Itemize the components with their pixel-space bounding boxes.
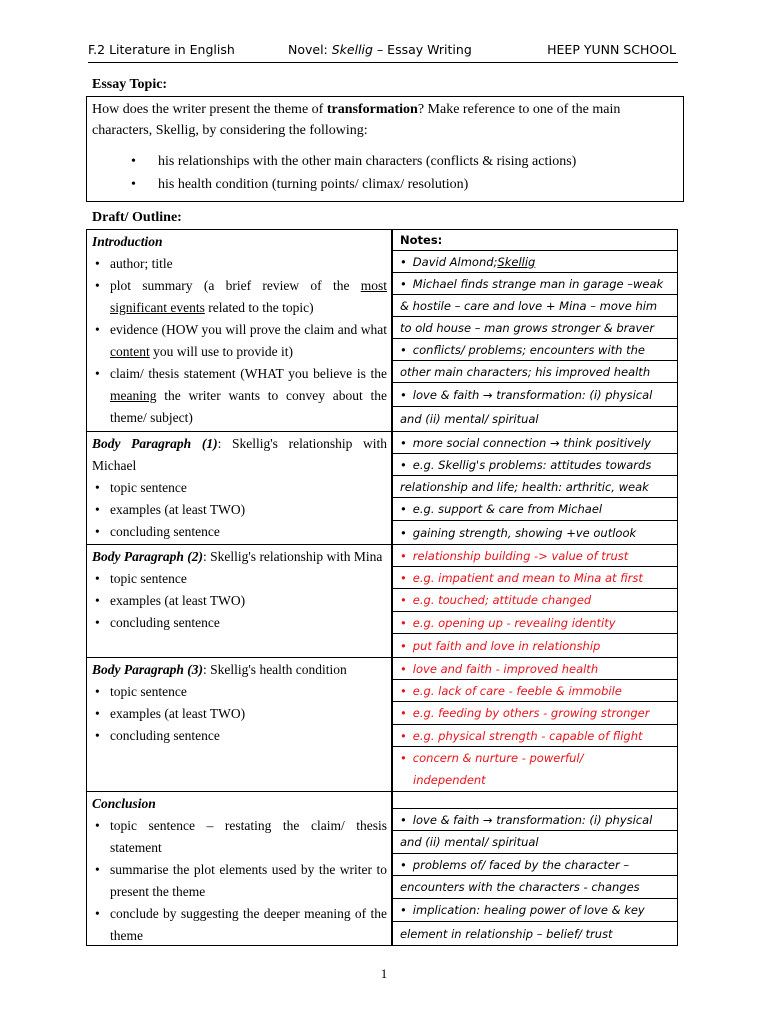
note-row-empty — [392, 791, 678, 809]
note-row: & hostile – care and love + Mina – move him — [392, 294, 678, 317]
note-row: element in relationship – belief/ trust — [392, 921, 678, 946]
body-3-list — [92, 681, 387, 747]
body-paragraph-3-cell — [86, 657, 392, 792]
note-row: • relationship building -> value of trust — [392, 544, 678, 567]
notes-header: Notes: — [392, 229, 678, 251]
note-row: • conflicts/ problems; encounters with the — [392, 338, 678, 361]
page-number: 1 — [380, 966, 388, 981]
section-heading: Body Paragraph (2): Skellig's relationship with Mina — [92, 549, 383, 564]
list-item: • concluding sentence — [110, 612, 387, 634]
list-item: • claim/ thesis statement (WHAT you believe is the meaning the writer wants to convey about the theme/ subject) — [110, 363, 387, 429]
note-row: • David Almond; Skellig — [392, 250, 678, 273]
note-row: encounters with the characters - changes — [392, 875, 678, 899]
draft-outline-label: Draft/ Outline: — [92, 210, 182, 225]
note-row: • e.g. opening up - revealing identity — [392, 611, 678, 634]
note-row: • love & faith → transformation: (i) physical — [392, 382, 678, 407]
list-item: • conclude by suggesting the deeper meaning of the theme — [110, 903, 387, 947]
note-row: • e.g. touched; attitude changed — [392, 588, 678, 612]
list-item: • plot summary (a brief review of the most significant events related to the topic) — [110, 275, 387, 319]
note-row: other main characters; his improved health — [392, 360, 678, 383]
essay-topic-box — [86, 96, 684, 202]
essay-topic-text: How does the writer present the theme of transformation? Make reference to one of the main characters, Skellig, by considering the following: — [92, 102, 621, 138]
list-item: • concluding sentence — [110, 521, 387, 543]
introduction-cell — [86, 229, 392, 432]
list-item: • examples (at least TWO) — [110, 590, 387, 612]
note-row: • love and faith - improved health — [392, 657, 678, 680]
section-heading: Body Paragraph (3): Skellig's health condition — [92, 662, 347, 677]
note-row: • gaining strength, showing +ve outlook — [392, 520, 678, 545]
topic-considerations — [92, 150, 678, 196]
note-row: • e.g. feeding by others - growing stronger — [392, 701, 678, 725]
list-item: • examples (at least TWO) — [110, 703, 387, 725]
body-paragraph-2-cell — [86, 544, 392, 658]
note-row: to old house – man grows stronger & braver — [392, 316, 678, 339]
note-row: • e.g. impatient and mean to Mina at first — [392, 566, 678, 589]
topic-bullet: • his relationships with the other main characters (conflicts & rising actions) — [158, 150, 678, 173]
note-row: • problems of/ faced by the character – — [392, 853, 678, 876]
novel-name: Skellig — [331, 42, 373, 57]
list-item: • topic sentence — [110, 681, 387, 703]
section-title: Conclusion — [92, 796, 156, 811]
list-item: • topic sentence — [110, 477, 387, 499]
note-row: • e.g. lack of care - feeble & immobile — [392, 679, 678, 702]
body-paragraph-1-cell — [86, 431, 392, 545]
note-row: • more social connection → think positively — [392, 431, 678, 454]
note-row: • concern & nurture - powerful/ independent — [392, 746, 678, 792]
list-item: • concluding sentence — [110, 725, 387, 747]
course-name: F.2 Literature in English — [88, 42, 235, 57]
note-row: • e.g. physical strength - capable of flight — [392, 724, 678, 747]
novel-title: Novel: Skellig – Essay Writing — [288, 42, 472, 57]
conclusion-cell — [86, 791, 392, 946]
note-row: and (ii) mental/ spiritual — [392, 406, 678, 432]
introduction-list — [92, 253, 387, 429]
note-row: • e.g. Skellig's problems: attitudes towards — [392, 453, 678, 476]
list-item: • author; title — [110, 253, 387, 275]
list-item: • summarise the plot elements used by the writer to present the theme — [110, 859, 387, 903]
list-item: • examples (at least TWO) — [110, 499, 387, 521]
note-row: • love & faith → transformation: (i) physical — [392, 808, 678, 831]
essay-topic-label: Essay Topic: — [92, 77, 168, 92]
body-1-list — [92, 477, 387, 543]
section-title: Introduction — [92, 234, 163, 249]
list-item: • evidence (HOW you will prove the claim and what content you will use to provide it) — [110, 319, 387, 363]
note-row: and (ii) mental/ spiritual — [392, 830, 678, 854]
school-name: HEEP YUNN SCHOOL — [547, 42, 676, 57]
note-row: • put faith and love in relationship — [392, 633, 678, 658]
topic-bullet: • his health condition (turning points/ climax/ resolution) — [158, 173, 678, 196]
note-row: • Michael finds strange man in garage –weak — [392, 272, 678, 295]
note-row: • implication: healing power of love & key — [392, 898, 678, 922]
body-2-list — [92, 568, 387, 634]
page-header — [88, 42, 678, 63]
list-item: • topic sentence – restating the claim/ thesis statement — [110, 815, 387, 859]
note-row: • e.g. support & care from Michael — [392, 497, 678, 521]
conclusion-list — [92, 815, 387, 947]
list-item: • topic sentence — [110, 568, 387, 590]
section-heading: Body Paragraph (1): Skellig's relationship with Michael — [92, 436, 387, 473]
note-row: relationship and life; health: arthritic, weak — [392, 475, 678, 498]
